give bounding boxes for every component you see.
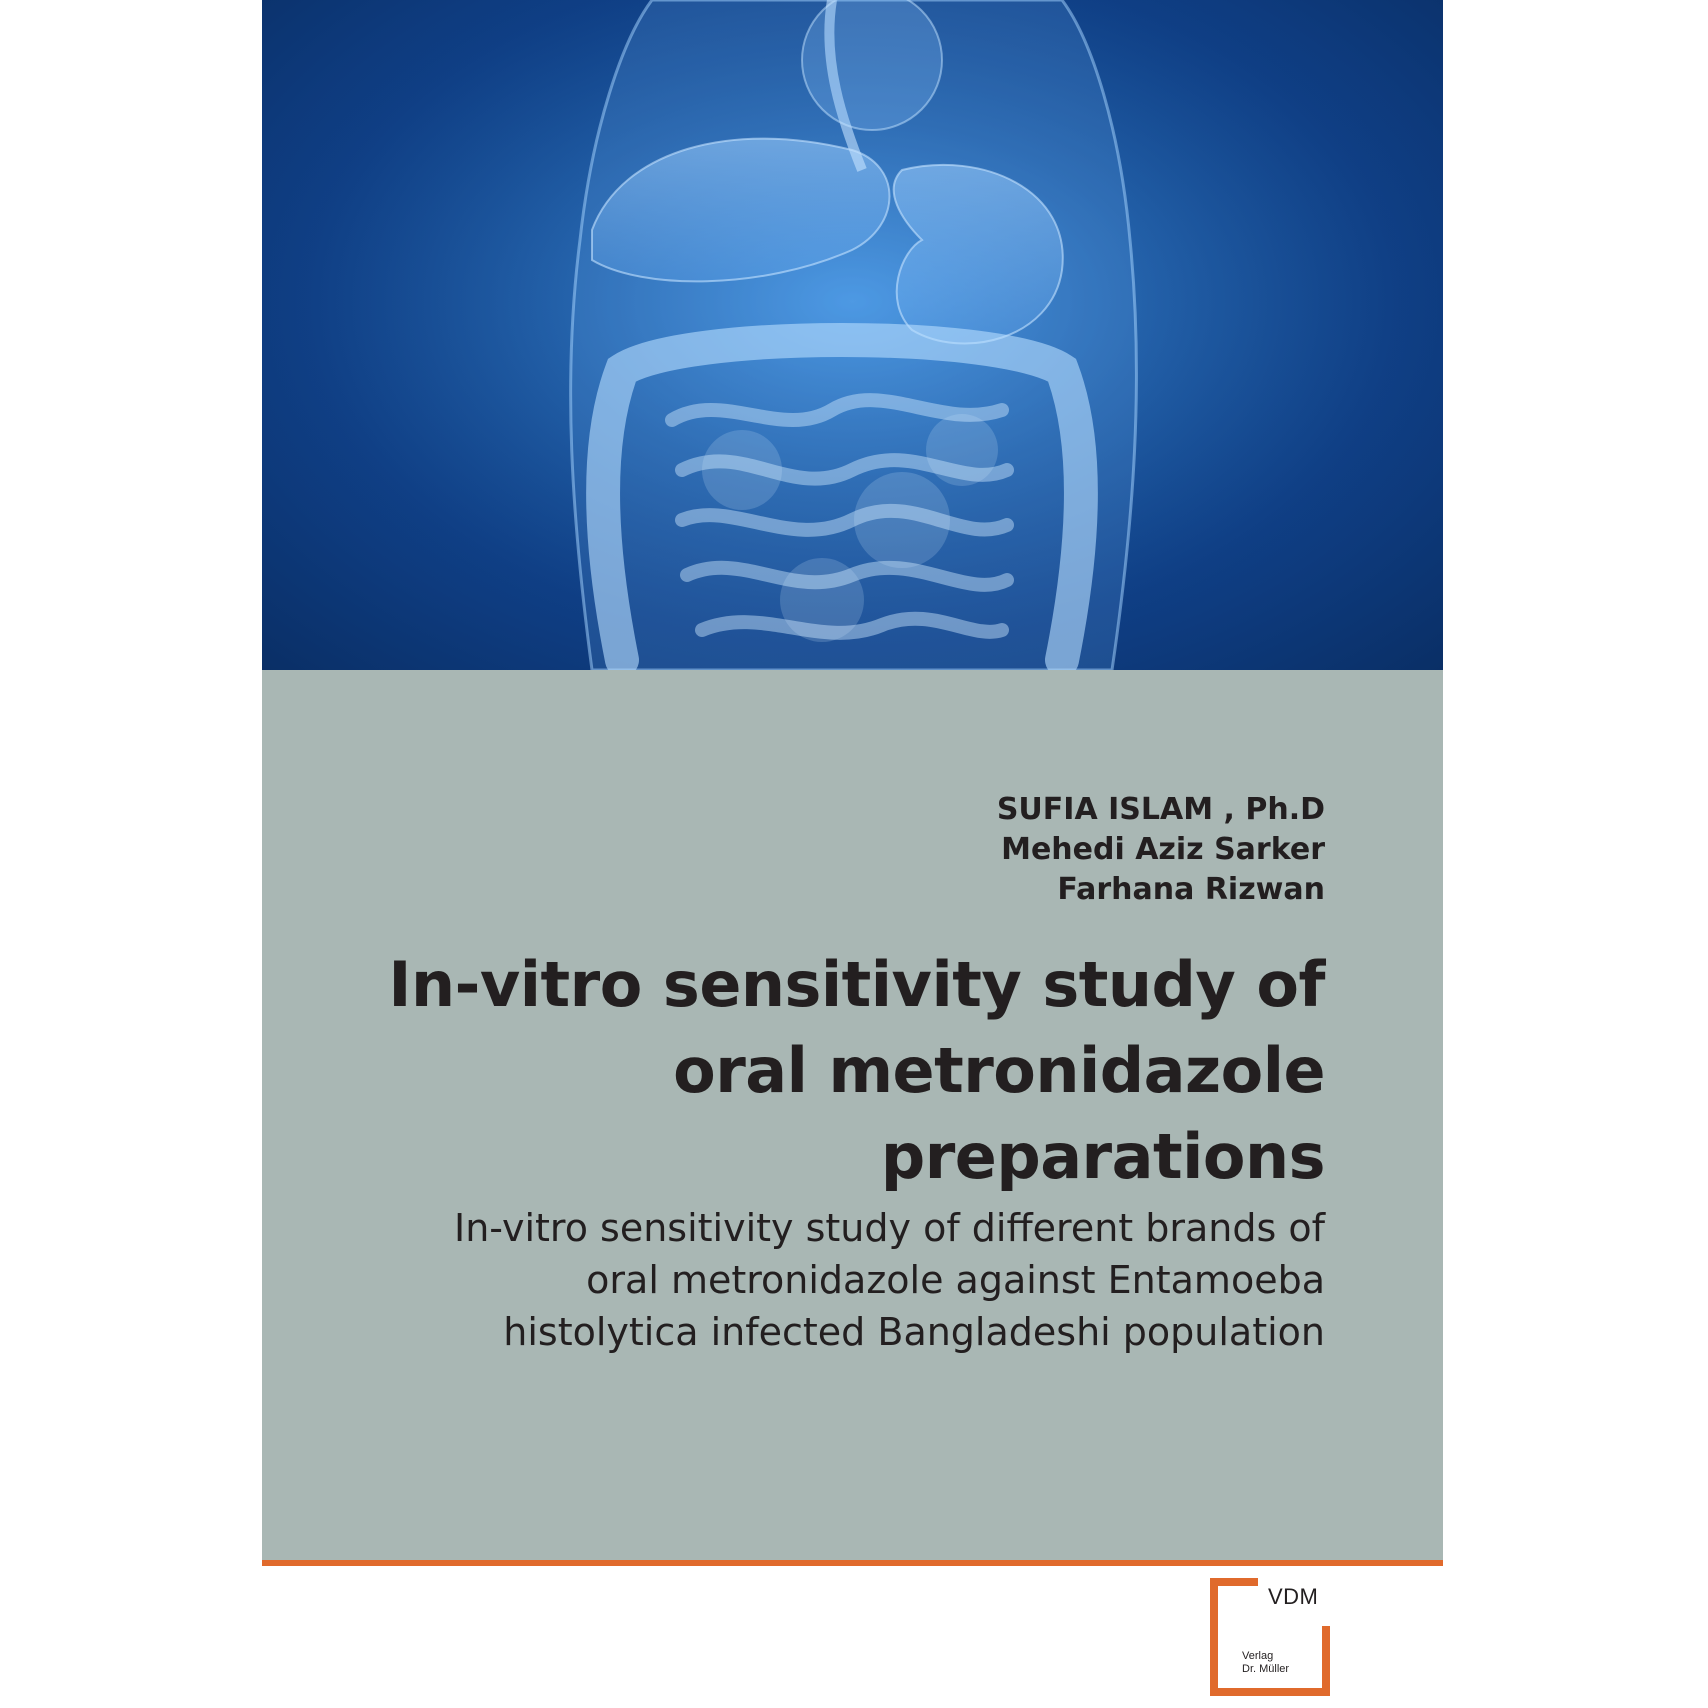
subtitle-line: histolytica infected Bangladeshi population <box>503 1310 1325 1354</box>
subtitle-line: oral metronidazole against Entamoeba <box>586 1258 1325 1302</box>
book-title <box>345 942 1325 1200</box>
title-line: oral metronidazole <box>673 1034 1325 1107</box>
cover-illustration-digestive-system <box>262 0 1443 670</box>
author-list <box>997 790 1325 910</box>
book-subtitle <box>325 1202 1325 1358</box>
publisher-tagline <box>1242 1650 1289 1676</box>
author-name: Mehedi Aziz Sarker <box>1001 832 1325 867</box>
title-line: preparations <box>880 1120 1325 1193</box>
publisher-tagline-line: Dr. Müller <box>1242 1663 1290 1675</box>
title-line: In-vitro sensitivity study of <box>388 948 1325 1021</box>
publisher-tagline-line: Verlag <box>1242 1650 1274 1662</box>
subtitle-line: In-vitro sensitivity study of different brands of <box>453 1206 1325 1250</box>
cover-text-panel <box>262 670 1443 1560</box>
publisher-logo <box>1210 1578 1330 1696</box>
digestive-system-illustration <box>262 0 1443 670</box>
accent-divider <box>262 1560 1443 1566</box>
book-cover <box>262 0 1443 1708</box>
author-name: SUFIA ISLAM , Ph.D <box>996 792 1325 827</box>
author-name: Farhana Rizwan <box>1057 872 1325 907</box>
publisher-name: VDM <box>1268 1584 1319 1609</box>
